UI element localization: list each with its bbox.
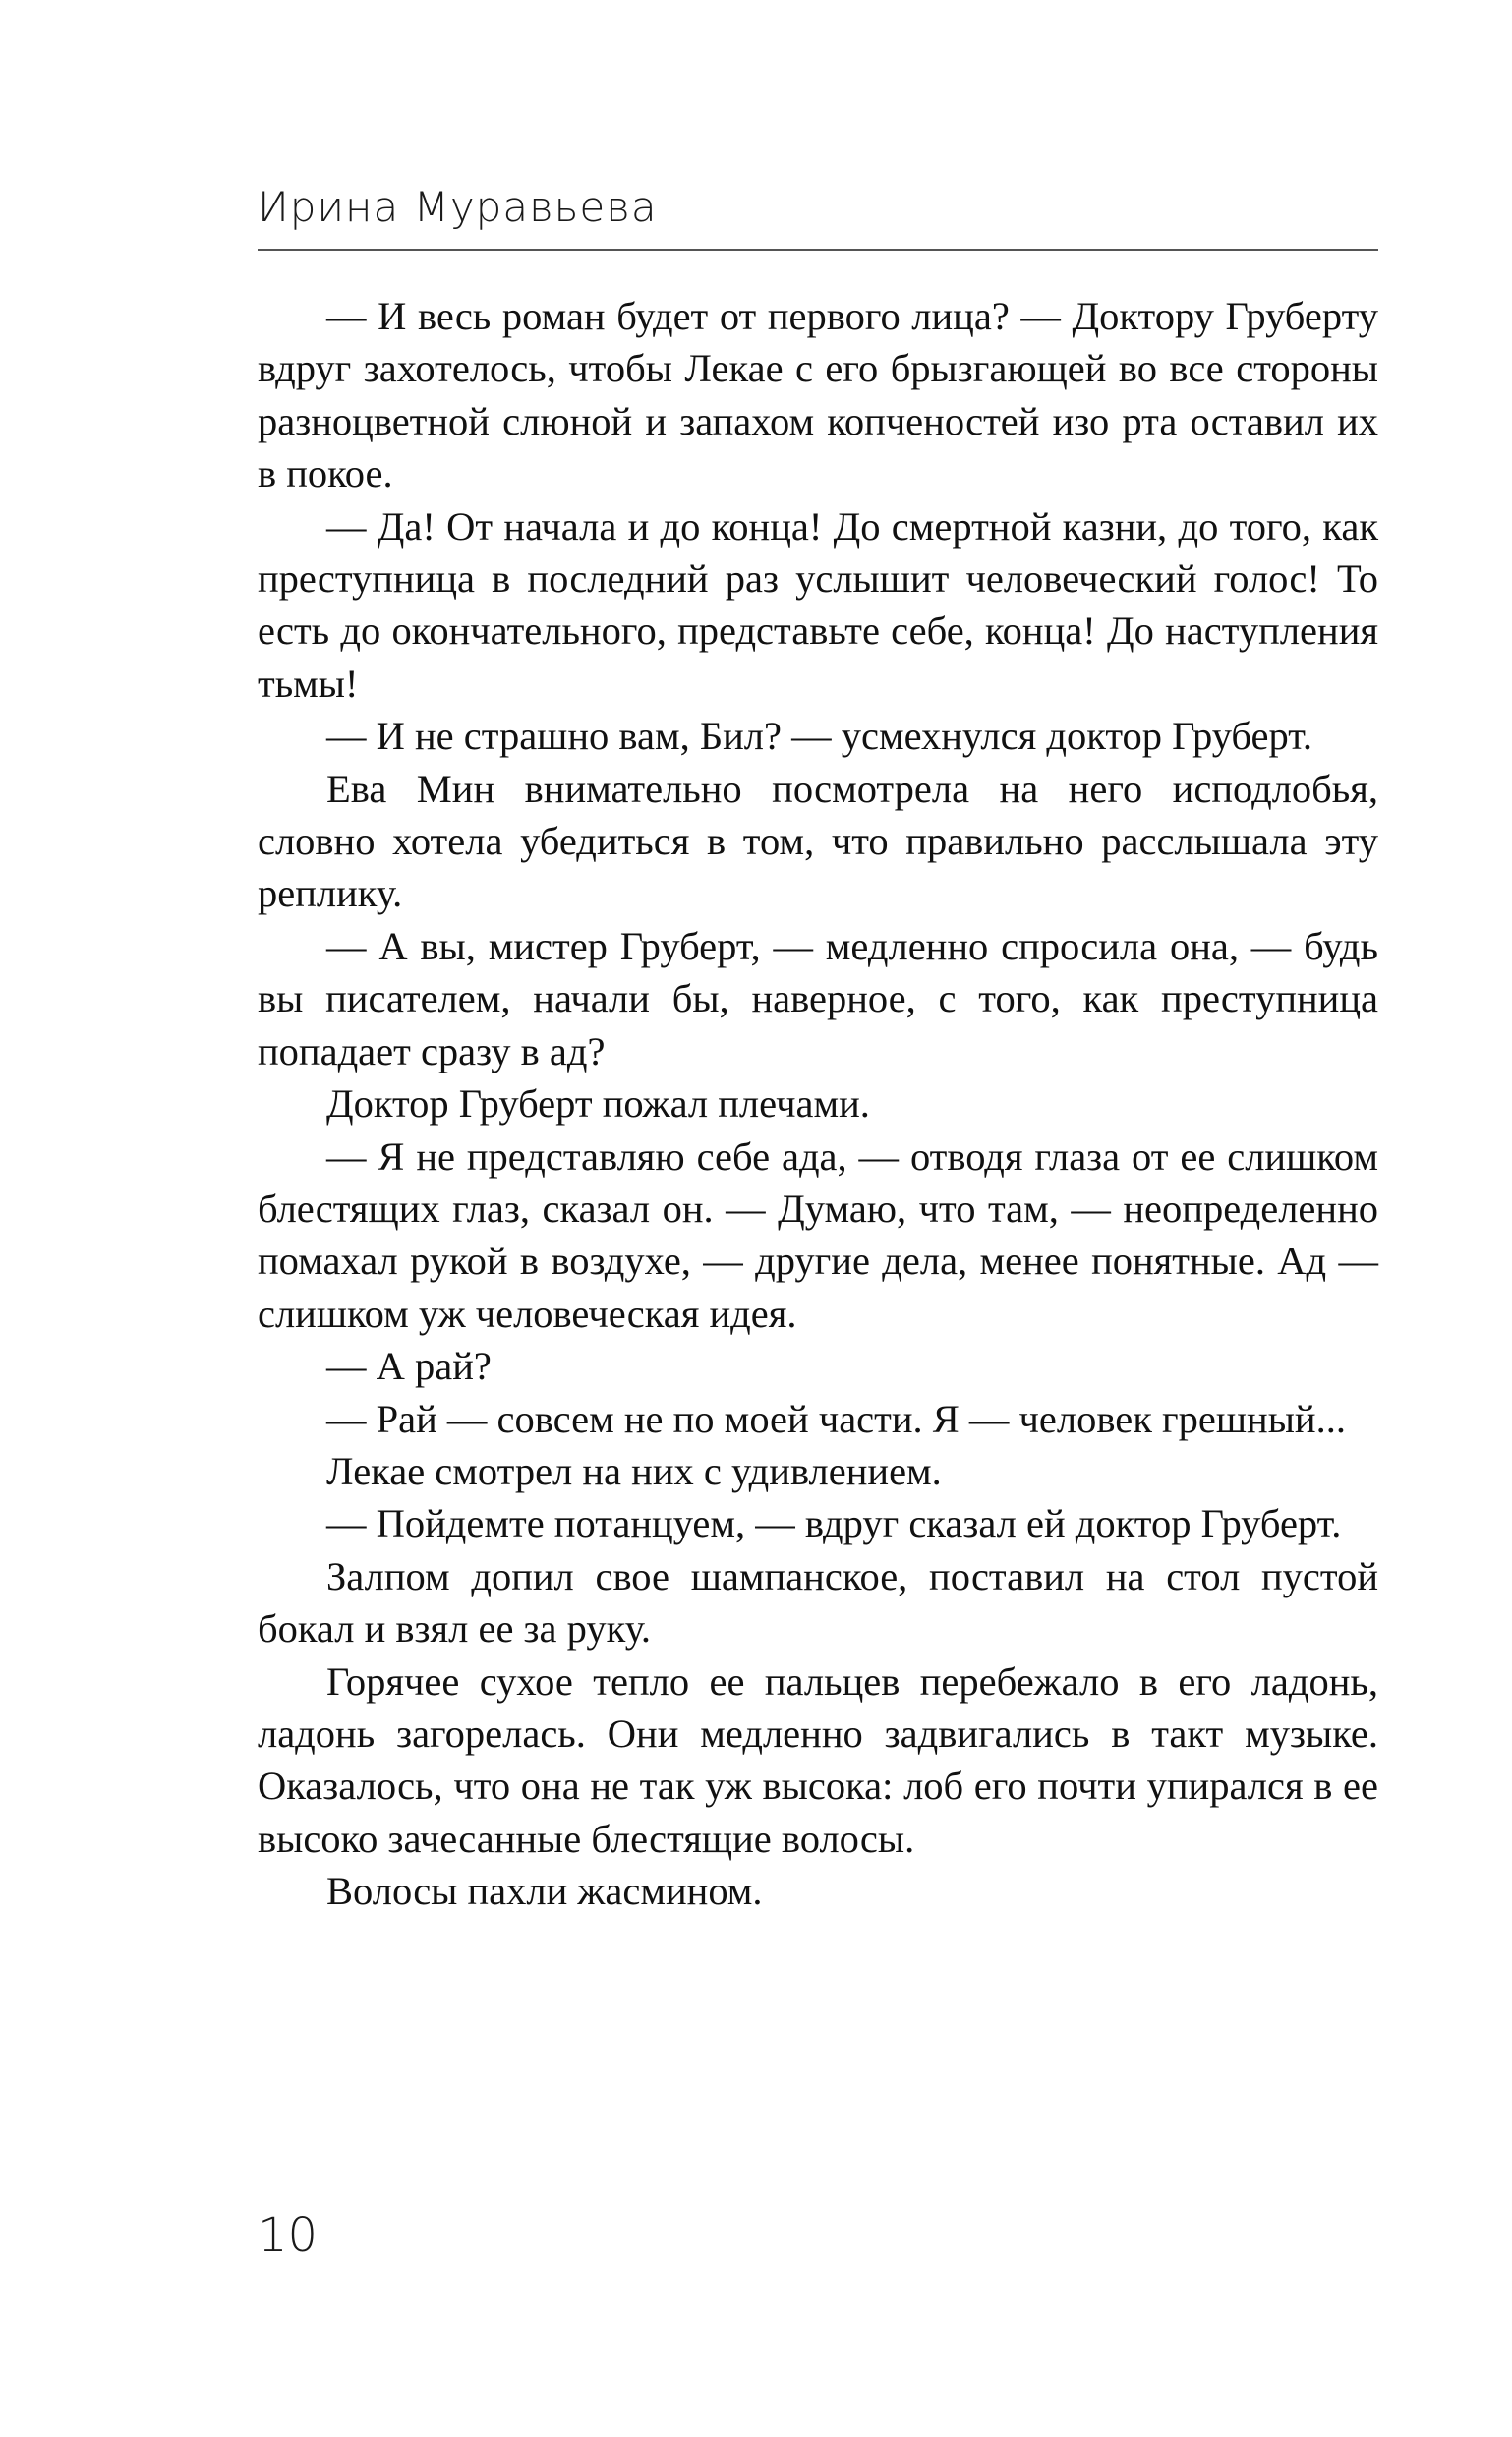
paragraph: — Я не представляю себе ада, — отводя глаза от ее слишком блестящих глаз, сказал он. — Думаю, что там, — неопределенно помахал рукой в воздухе, — другие дела, менее понятные. Ад — слишком уж человеческая идея. (258, 1133, 1378, 1336)
paragraph: — И не страшно вам, Бил? — усмехнулся доктор Груберт. (326, 714, 1312, 759)
paragraph: Горячее сухое тепло ее пальцев перебежало в его ладонь, ладонь загорелась. Они медленно задвигались в такт музыке. Оказалось, что она не так уж высока: лоб его почти упирался в ее высоко зачесанные блестящие волосы. (258, 1658, 1378, 1861)
paragraph: — Рай — совсем не по моей части. Я — человек грешный... (326, 1396, 1346, 1441)
page-number: 10 (258, 2208, 319, 2263)
paragraph: — А рай? (326, 1344, 492, 1389)
body-text (258, 290, 1378, 1918)
paragraph: — И весь роман будет от первого лица? — Доктору Груберту вдруг захотелось, чтобы Лекае с его брызгающей во все стороны разноцветной слюной и запахом копченостей изо рта оставил их в покое. (258, 294, 1378, 496)
paragraph: — Да! От начала и до конца! До смертной казни, до того, как преступница в последний раз услышит человеческий голос! То есть до окончательного, представьте себе, конца! До наступления тьмы! (258, 503, 1378, 706)
paragraph: — А вы, мистер Груберт, — медленно спросила она, — будь вы писателем, начали бы, наверное, с того, как преступница попадает сразу в ад? (258, 923, 1378, 1073)
paragraph: — Пойдемте потанцуем, — вдруг сказал ей доктор Груберт. (326, 1501, 1342, 1546)
paragraph: Волосы пахли жасмином. (326, 1869, 763, 1914)
paragraph: Залпом допил свое шампанское, поставил на стол пустой бокал и взял ее за руку. (258, 1553, 1378, 1652)
paragraph: Лекае смотрел на них с удивлением. (326, 1448, 942, 1493)
paragraph: Доктор Груберт пожал плечами. (326, 1081, 870, 1127)
running-head-author: Ирина Муравьева (258, 183, 658, 231)
header-rule (258, 249, 1378, 251)
paragraph: Ева Мин внимательно посмотрела на него исподлобья, словно хотела убедиться в том, что правильно расслышала эту реплику. (258, 766, 1378, 916)
